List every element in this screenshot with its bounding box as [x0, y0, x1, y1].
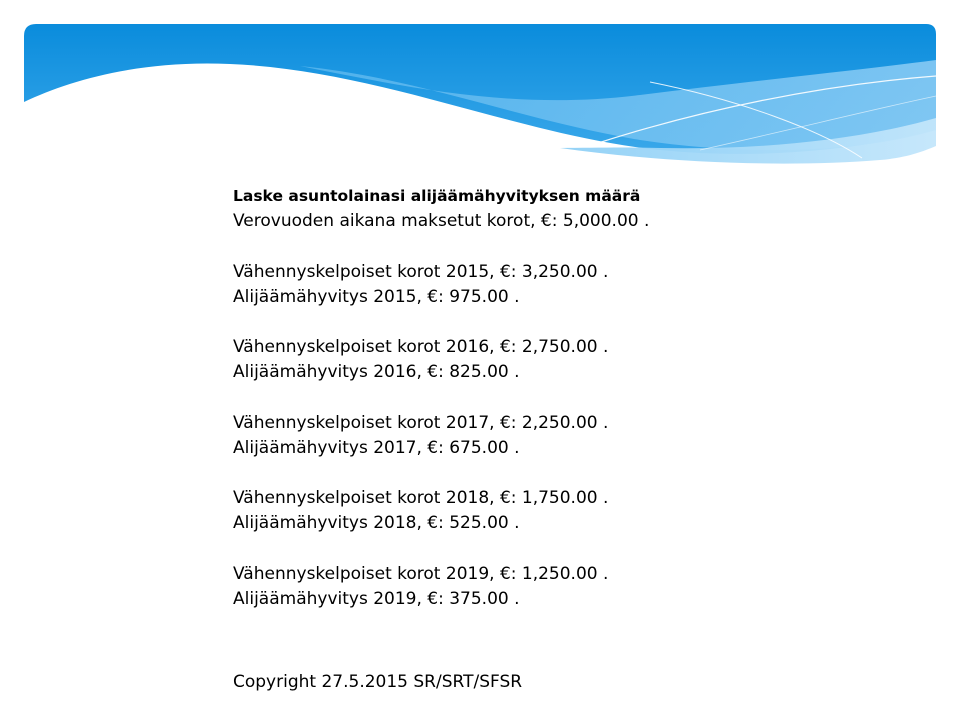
credit-2018: Alijäämähyvitys 2018, €: 525.00 .	[233, 513, 520, 533]
calculation-results	[233, 184, 873, 612]
credit-2019: Alijäämähyvitys 2019, €: 375.00 .	[233, 588, 520, 609]
deductible-2018: Vähennyskelpoiset korot 2018, €: 1,750.00 .	[233, 488, 609, 508]
deductible-2015: Vähennyskelpoiset korot 2015, €: 3,250.00 .	[233, 261, 609, 282]
paid-interest-line: Verovuoden aikana maksetut korot, €: 5,000.00 .	[233, 211, 650, 231]
credit-2017: Alijäämähyvitys 2017, €: 675.00 .	[233, 437, 520, 458]
credit-2015: Alijäämähyvitys 2015, €: 975.00 .	[233, 286, 520, 307]
deductible-2019: Vähennyskelpoiset korot 2019, €: 1,250.00 .	[233, 563, 609, 584]
credit-2016: Alijäämähyvitys 2016, €: 825.00 .	[233, 362, 520, 382]
copyright-notice: Copyright 27.5.2015 SR/SRT/SFSR	[233, 672, 523, 692]
wave-banner	[0, 0, 960, 200]
page-title: Laske asuntolainasi alijäämähyvityksen määrä	[233, 187, 641, 205]
deductible-2017: Vähennyskelpoiset korot 2017, €: 2,250.00 .	[233, 412, 609, 433]
deductible-2016: Vähennyskelpoiset korot 2016, €: 2,750.00 .	[233, 337, 609, 357]
